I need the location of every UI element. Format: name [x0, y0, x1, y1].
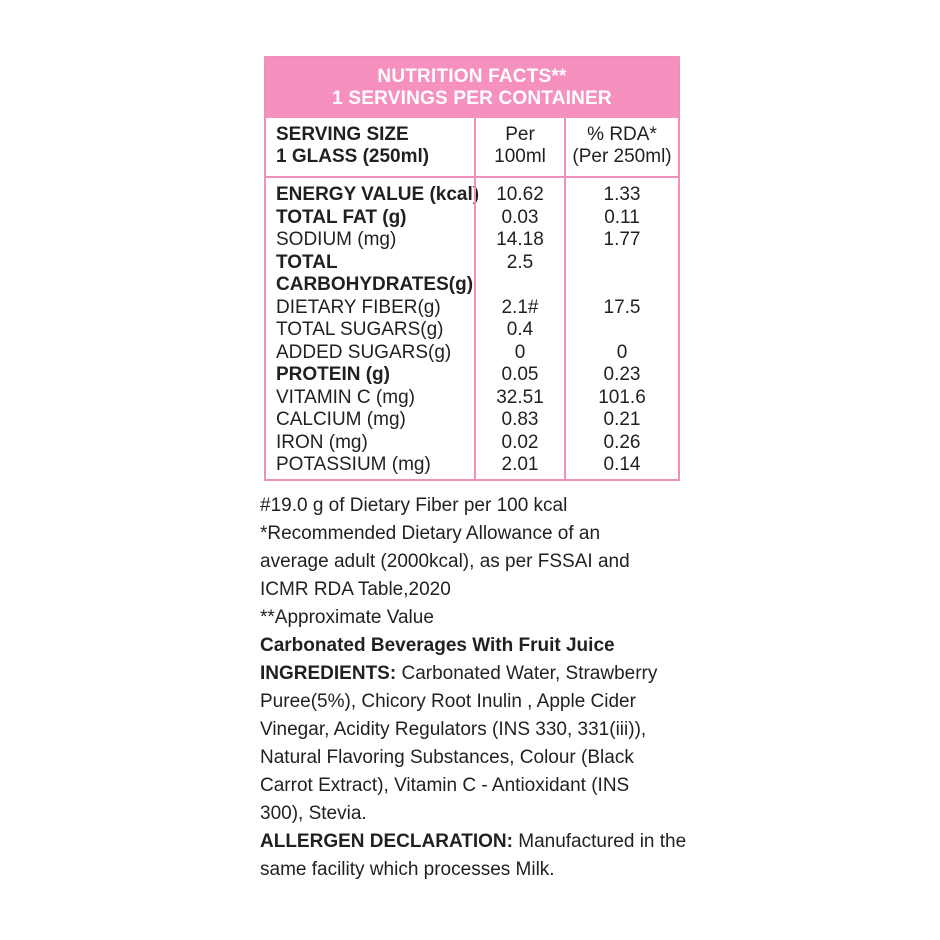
nutrient-label: IRON (mg) — [276, 431, 368, 453]
nutrition-header-row — [266, 118, 678, 178]
serving-size-cell — [266, 118, 474, 176]
rda-value — [566, 274, 678, 297]
nutrient-label: CALCIUM (mg) — [276, 409, 406, 430]
nutrient-label: TOTAL SUGARS(g) — [276, 319, 444, 340]
nutrient-label: DIETARY FIBER(g) — [276, 296, 441, 318]
per-100ml-value: 0.83 — [501, 409, 539, 430]
nutrient-label: TOTAL FAT (g) — [276, 206, 407, 228]
rda-footnote-line: average adult (2000kcal), as per FSSAI and — [260, 551, 630, 572]
per-100ml-value: 0.03 — [501, 206, 539, 228]
per-100ml-value: 0.4 — [506, 319, 534, 340]
per-100ml-value: 0.02 — [501, 431, 539, 453]
per-unit: 100ml — [494, 146, 546, 167]
per-100ml-value — [476, 274, 564, 297]
allergen-label: ALLERGEN DECLARATION: — [260, 831, 513, 852]
allergen-line — [260, 828, 700, 856]
rda-footnote-line: *Recommended Dietary Allowance of an — [260, 523, 601, 544]
ingredients-label: INGREDIENTS: — [260, 663, 397, 684]
nutrition-title-bar — [266, 58, 678, 118]
rda-value: 0 — [616, 341, 628, 363]
nutrient-label: ADDED SUGARS(g) — [276, 341, 452, 363]
per-100ml-value: 2.5 — [506, 251, 534, 273]
rda-footnote-line: ICMR RDA Table,2020 — [260, 579, 451, 600]
nutrient-label: SODIUM (mg) — [276, 229, 397, 250]
ingredients-text: Carrot Extract), Vitamin C - Antioxidant (INS — [260, 775, 630, 796]
per-100ml-value: 2.1# — [501, 296, 539, 318]
ingredients-text: 300), Stevia. — [260, 803, 367, 824]
nutrient-label: VITAMIN C (mg) — [276, 386, 415, 408]
label-notes — [260, 492, 700, 884]
approximate-value-footnote: **Approximate Value — [260, 607, 434, 628]
nutrient-label: CARBOHYDRATES(g) — [276, 274, 474, 295]
nutrient-label-column — [266, 178, 480, 479]
serving-size-value: 1 GLASS (250ml) — [276, 146, 430, 167]
rda-value: 1.77 — [603, 229, 641, 250]
ingredients-text: Carbonated Water, Strawberry — [396, 663, 658, 684]
rda-label: % RDA* — [587, 124, 657, 145]
per-100ml-value: 10.62 — [496, 184, 544, 205]
rda-value: 101.6 — [598, 386, 646, 408]
nutrition-title: NUTRITION FACTS** — [377, 66, 567, 87]
allergen-text: same facility which processes Milk. — [260, 859, 555, 880]
rda-column — [564, 178, 678, 479]
ingredients-text: Natural Flavoring Substances, Colour (Black — [260, 747, 634, 768]
per-100ml-header — [474, 118, 564, 176]
nutrient-label: ENERGY VALUE (kcal) — [276, 184, 480, 205]
per-100ml-value: 14.18 — [496, 229, 544, 250]
allergen-text: Manufactured in the — [512, 831, 687, 852]
ingredients-text: Vinegar, Acidity Regulators (INS 330, 331(iii)), — [260, 719, 647, 740]
servings-per-container: 1 SERVINGS PER CONTAINER — [332, 88, 612, 109]
ingredients-text: Puree(5%), Chicory Root Inulin , Apple Cider — [260, 691, 636, 712]
rda-unit: (Per 250ml) — [572, 146, 672, 167]
serving-size-label: SERVING SIZE — [276, 124, 409, 145]
rda-value: 1.33 — [603, 184, 641, 205]
fiber-footnote: #19.0 g of Dietary Fiber per 100 kcal — [260, 495, 568, 516]
rda-value: 0.11 — [604, 206, 640, 228]
nutrition-table-body — [266, 178, 678, 479]
rda-value: 0.14 — [603, 454, 641, 475]
per-label: Per — [505, 124, 535, 145]
rda-value — [566, 319, 678, 342]
per-100ml-column — [474, 178, 564, 479]
per-100ml-value: 0.05 — [501, 364, 539, 385]
product-type: Carbonated Beverages With Fruit Juice — [260, 635, 615, 656]
nutrient-label: POTASSIUM (mg) — [276, 454, 431, 475]
rda-header — [564, 118, 678, 176]
nutrition-facts-panel — [264, 56, 680, 481]
nutrient-label: TOTAL — [276, 251, 338, 273]
ingredients-line — [260, 660, 700, 688]
per-100ml-value: 0 — [514, 341, 526, 363]
rda-value: 17.5 — [603, 296, 641, 318]
rda-value: 0.26 — [603, 431, 641, 453]
nutrient-label: PROTEIN (g) — [276, 364, 390, 385]
rda-value: 0.21 — [603, 409, 641, 430]
per-100ml-value: 2.01 — [501, 454, 539, 475]
rda-value — [566, 252, 678, 275]
per-100ml-value: 32.51 — [496, 386, 544, 408]
rda-value: 0.23 — [603, 364, 641, 385]
